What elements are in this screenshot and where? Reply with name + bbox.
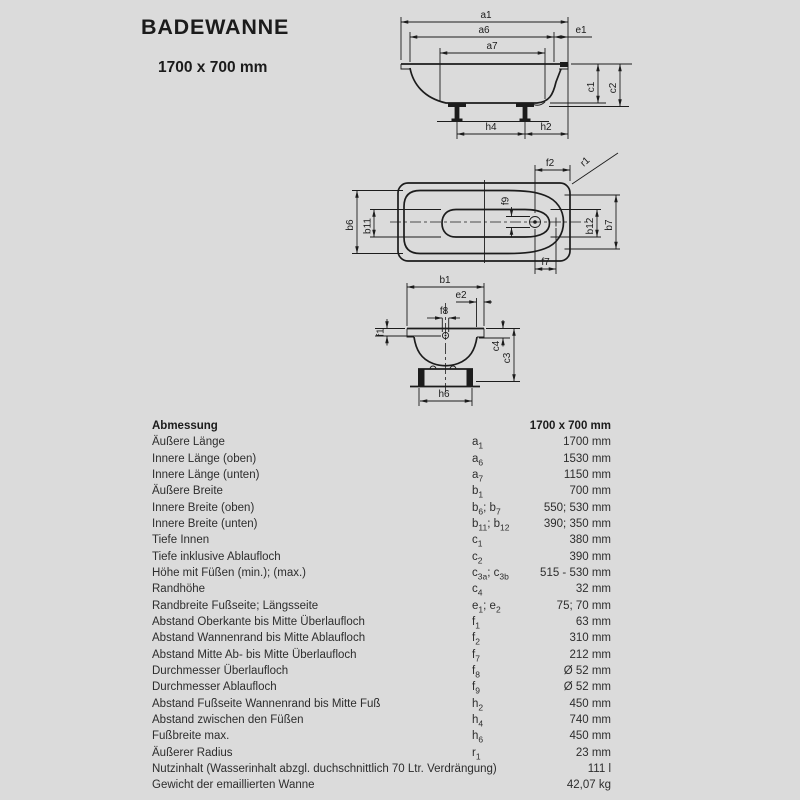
row-label: Durchmesser Ablaufloch xyxy=(152,681,277,694)
row-label: Äußere Breite xyxy=(152,485,223,498)
row-symbol: $a_6$ xyxy=(472,452,484,467)
table-header-label: Abmessung xyxy=(152,420,218,432)
row-value: 63 mm xyxy=(575,615,611,628)
support-rail xyxy=(410,366,480,387)
row-label: Innere Länge (unten) xyxy=(152,468,260,481)
row-label: Innere Länge (oben) xyxy=(152,452,257,465)
table-row xyxy=(152,451,611,467)
row-symbol: $h_2$ xyxy=(472,697,484,712)
table-row xyxy=(152,598,611,614)
row-symbol: $b_6$; $b_7$ xyxy=(472,501,501,516)
bathtub-side-profile xyxy=(410,68,561,103)
dim-label-a7: a7 xyxy=(486,41,498,52)
row-symbol: $c_4$ xyxy=(472,583,483,598)
dim-label-f7: f7 xyxy=(541,257,550,268)
dim-label-h4: h4 xyxy=(485,122,497,133)
bathtub-feet xyxy=(448,103,534,122)
row-symbol: $r_1$ xyxy=(472,746,481,761)
row-value: 111 l xyxy=(587,762,611,775)
dim-label-b12: b12 xyxy=(585,217,596,235)
table-row xyxy=(152,777,611,793)
row-symbol: $c_{3a}$; $c_{3b}$ xyxy=(472,566,509,582)
row-symbol: $f_1$ xyxy=(472,615,480,631)
page-subtitle: 1700 x 700 mm xyxy=(158,59,268,76)
dim-label-r1: r1 xyxy=(578,155,593,170)
row-symbol: $a_1$ xyxy=(472,436,484,451)
dim-label-h2: h2 xyxy=(540,122,552,133)
table-header-value: 1700 x 700 mm xyxy=(529,420,611,432)
row-symbol: $f_2$ xyxy=(472,632,480,647)
table-row xyxy=(152,549,611,565)
dim-label-f8: f8 xyxy=(439,306,449,317)
page-title: BADEWANNE xyxy=(141,15,290,39)
table-row xyxy=(152,581,611,597)
row-symbol: $b_1$ xyxy=(472,485,484,500)
table-row xyxy=(152,467,611,483)
table-row xyxy=(152,712,611,728)
side-view-drawing xyxy=(401,10,632,139)
row-label: Äußerer Radius xyxy=(152,746,233,759)
dim-label-c1: c1 xyxy=(586,81,597,93)
row-value: 32 mm xyxy=(575,583,611,596)
row-value: 740 mm xyxy=(569,713,611,726)
row-label: Innere Breite (unten) xyxy=(152,517,258,530)
row-label: Abstand Mitte Ab- bis Mitte Überlaufloch xyxy=(152,648,357,661)
row-label: Randbreite Fußseite; Längsseite xyxy=(152,599,319,612)
row-value: 380 mm xyxy=(569,534,611,547)
dimension-table xyxy=(152,418,611,794)
top-view-drawing xyxy=(345,153,620,274)
row-label: Randhöhe xyxy=(152,583,206,596)
dim-label-b7: b7 xyxy=(604,219,615,231)
row-label: Äußere Länge xyxy=(152,436,225,449)
row-value: 75; 70 mm xyxy=(556,599,611,612)
table-row xyxy=(152,565,611,581)
dim-label-e2: e2 xyxy=(455,290,467,301)
row-symbol: $a_7$ xyxy=(472,468,484,484)
row-value: 212 mm xyxy=(569,648,611,661)
row-value: 550; 530 mm xyxy=(543,501,611,514)
row-symbol: $h_6$ xyxy=(472,730,484,745)
table-row xyxy=(152,483,611,499)
dim-label-c3: c3 xyxy=(502,352,513,364)
row-label: Innere Breite (oben) xyxy=(152,501,255,514)
row-label: Tiefe Innen xyxy=(152,534,210,547)
dim-label-c2: c2 xyxy=(608,82,619,94)
dim-label-a6: a6 xyxy=(478,25,490,36)
row-symbol: $f_7$ xyxy=(472,648,480,663)
row-value: 515 - 530 mm xyxy=(540,566,611,579)
row-value: 700 mm xyxy=(569,485,611,498)
table-row xyxy=(152,532,611,548)
row-value: Ø 52 mm xyxy=(563,681,611,694)
dimension-table-rows xyxy=(152,434,611,793)
table-row xyxy=(152,728,611,744)
table-row xyxy=(152,500,611,516)
table-row xyxy=(152,679,611,695)
row-symbol: $f_8$ xyxy=(472,664,480,680)
table-row xyxy=(152,630,611,646)
row-value: 42,07 kg xyxy=(566,779,611,792)
row-value: 450 mm xyxy=(569,730,611,743)
bathtub-floor-outline xyxy=(442,210,550,238)
radius-leader-line xyxy=(572,153,618,184)
row-label: Durchmesser Überlaufloch xyxy=(152,664,289,677)
dim-label-h6: h6 xyxy=(438,389,450,400)
row-label: Fußbreite max. xyxy=(152,730,230,743)
row-label: Abstand Oberkante bis Mitte Überlaufloch xyxy=(152,615,365,628)
row-symbol: $e_1$; $e_2$ xyxy=(472,599,501,614)
row-value: 310 mm xyxy=(569,632,611,645)
table-row xyxy=(152,663,611,679)
row-label: Höhe mit Füßen (min.); (max.) xyxy=(152,566,306,579)
table-row xyxy=(152,761,611,777)
dim-label-a1: a1 xyxy=(480,10,492,21)
row-symbol: $c_2$ xyxy=(472,550,483,565)
row-label: Nutzinhalt (Wasserinhalt abzgl. duchschnittlich 70 Ltr. Verdrängung) xyxy=(152,762,497,775)
row-label: Abstand zwischen den Füßen xyxy=(152,713,304,726)
dim-label-f9: f9 xyxy=(500,196,512,206)
row-value: 450 mm xyxy=(569,697,611,710)
dim-label-c4: c4 xyxy=(491,340,502,352)
row-value: 23 mm xyxy=(575,746,611,759)
row-label: Abstand Fußseite Wannenrand bis Mitte Fuß xyxy=(152,697,381,710)
table-row xyxy=(152,647,611,663)
row-symbol: $f_9$ xyxy=(472,681,480,696)
table-header-row xyxy=(152,418,611,434)
row-label: Abstand Wannenrand bis Mitte Ablaufloch xyxy=(152,632,366,645)
dim-label-f2: f2 xyxy=(545,158,555,169)
table-row xyxy=(152,696,611,712)
row-symbol: $b_{11}$; $b_{12}$ xyxy=(472,517,510,533)
row-symbol: $c_1$ xyxy=(472,534,483,549)
row-value: Ø 52 mm xyxy=(563,664,611,677)
row-value: 1700 mm xyxy=(563,436,611,449)
row-symbol: $h_4$ xyxy=(472,713,484,729)
table-row xyxy=(152,745,611,761)
table-row xyxy=(152,516,611,532)
row-value: 390; 350 mm xyxy=(543,517,611,530)
row-value: 390 mm xyxy=(569,550,611,563)
dim-label-b1: b1 xyxy=(439,275,451,286)
row-label: Gewicht der emaillierten Wanne xyxy=(152,779,315,792)
row-label: Tiefe inklusive Ablaufloch xyxy=(152,550,281,563)
table-row xyxy=(152,614,611,630)
dim-label-e1: e1 xyxy=(575,25,587,36)
table-row xyxy=(152,434,611,450)
end-view-drawing xyxy=(375,275,520,406)
dim-label-f1: f1 xyxy=(375,328,387,337)
row-value: 1150 mm xyxy=(563,468,611,481)
row-value: 1530 mm xyxy=(563,452,611,465)
dim-label-b6: b6 xyxy=(345,219,356,231)
dim-label-b11: b11 xyxy=(362,218,374,234)
